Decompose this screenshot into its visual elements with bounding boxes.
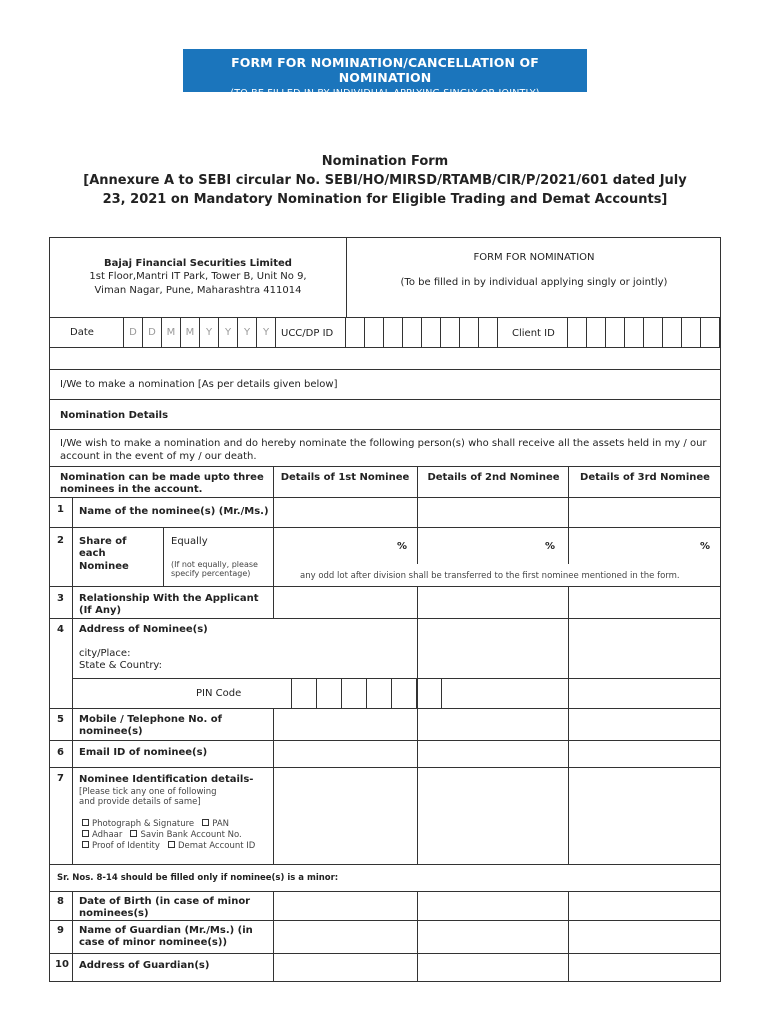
odd-lot-note: any odd lot after division shall be transferred to the first nominee mentioned in the form.: [300, 571, 680, 581]
row-number: 2: [57, 535, 64, 546]
share-label-3: Nominee: [79, 561, 129, 572]
char-box[interactable]: [416, 678, 442, 709]
state-country-label: State & Country:: [79, 660, 162, 671]
divider: [273, 891, 274, 982]
share-label-1: Share of: [79, 536, 127, 547]
company-address-2: Viman Nagar, Pune, Maharashtra 411014: [94, 285, 302, 296]
char-box[interactable]: [700, 317, 720, 348]
ucc-dp-id-label: UCC/DP ID: [281, 328, 334, 339]
heading-line-1: Nomination Form: [321, 154, 449, 169]
dob-label-2: nominees(s): [79, 908, 149, 919]
option-pan: PAN: [212, 819, 230, 829]
nominee-1-name-input[interactable]: [274, 498, 417, 527]
divider: [49, 527, 721, 528]
checkbox-demat[interactable]: [168, 841, 175, 848]
identification-hint-1: [Please tick any one of following: [79, 787, 217, 797]
divider: [273, 586, 274, 618]
checkbox-proof[interactable]: [82, 841, 89, 848]
company-address-1: 1st Floor,Mantri IT Park, Tower B, Unit No 9,: [89, 271, 307, 282]
char-box[interactable]: [643, 317, 663, 348]
char-box[interactable]: [383, 317, 403, 348]
char-box[interactable]: [681, 317, 701, 348]
char-box[interactable]: [421, 317, 441, 348]
intro-text: I/We to make a nomination [As per details given below]: [60, 379, 338, 390]
divider: [72, 891, 73, 982]
nominee-limit-1: Nomination can be made upto three: [60, 472, 264, 483]
divider: [49, 399, 721, 400]
divider: [273, 740, 274, 767]
char-box[interactable]: D: [142, 317, 162, 348]
char-box[interactable]: [605, 317, 625, 348]
nominee-2-percent[interactable]: %: [545, 541, 556, 552]
id-options-line-3: [82, 841, 255, 851]
id-options-line-2: [82, 830, 242, 840]
option-savin-bank: Savin Bank Account No.: [140, 830, 242, 840]
divider: [49, 466, 721, 467]
char-box[interactable]: [459, 317, 479, 348]
char-box[interactable]: [316, 678, 342, 709]
relationship-label-2: (If Any): [79, 605, 122, 616]
nominee-1-header: Details of 1st Nominee: [280, 472, 410, 483]
guardian-address-label: Address of Guardian(s): [79, 960, 210, 971]
nominee-2-name-input[interactable]: [418, 498, 568, 527]
char-box[interactable]: [366, 678, 392, 709]
heading-line-3: 23, 2021 on Mandatory Nomination for Eligible Trading and Demat Accounts]: [102, 192, 668, 207]
form-heading: [60, 152, 710, 209]
share-note-1: (If not equally, please: [171, 560, 258, 569]
char-box[interactable]: D: [123, 317, 143, 348]
divider: [568, 891, 569, 982]
nominee-3-percent[interactable]: %: [700, 541, 711, 552]
divider: [417, 891, 418, 982]
divider: [49, 891, 721, 892]
share-note-2: specify percentage): [171, 569, 251, 578]
row-number: 8: [57, 896, 64, 907]
option-photo-signature: Photograph & Signature: [92, 819, 195, 829]
row-number: 3: [57, 593, 64, 604]
mobile-label-2: nominee(s): [79, 726, 143, 737]
char-box[interactable]: [586, 317, 606, 348]
divider: [273, 767, 274, 864]
pin-code-label: PIN Code: [196, 688, 242, 699]
client-id-label: Client ID: [512, 328, 555, 339]
char-box[interactable]: M: [180, 317, 200, 348]
nominee-3-header: Details of 3rd Nominee: [580, 472, 710, 483]
nominee-limit-2: nominees in the account.: [60, 484, 203, 495]
nominee-address-label: Address of Nominee(s): [79, 624, 208, 635]
dob-label-1: Date of Birth (in case of minor: [79, 896, 251, 907]
nominee-name-label: Name of the nominee(s) (Mr./Ms.): [79, 506, 269, 517]
row-number: 1: [57, 504, 64, 515]
char-box[interactable]: [440, 317, 460, 348]
identification-hint-2: and provide details of same]: [79, 797, 201, 807]
row-number: 6: [57, 747, 64, 758]
char-box[interactable]: [345, 317, 365, 348]
mobile-label-1: Mobile / Telephone No. of: [79, 714, 222, 725]
divider: [568, 586, 569, 864]
form-banner: [183, 49, 587, 99]
char-box[interactable]: [402, 317, 422, 348]
divider: [49, 618, 721, 619]
share-label-2: each: [79, 548, 106, 559]
nomination-text-2: account in the event of my / our death.: [60, 451, 257, 462]
id-options-line-1: [82, 819, 229, 829]
char-box[interactable]: [662, 317, 682, 348]
divider: [49, 920, 721, 921]
row-number: 4: [57, 624, 64, 635]
row-number: 5: [57, 714, 64, 725]
char-box[interactable]: [364, 317, 384, 348]
share-equally-label: Equally: [171, 536, 208, 547]
divider: [49, 740, 721, 741]
relationship-label-1: Relationship With the Applicant: [79, 593, 259, 604]
divider: [49, 586, 721, 587]
divider: [417, 586, 418, 864]
banner-title: FORM FOR NOMINATION/CANCELLATION OF NOMINATION: [231, 55, 539, 85]
banner-subtitle: (TO BE FILLED IN BY INDIVIDUAL APPLYING SINGLY OR JOINTLY): [230, 88, 540, 99]
char-box[interactable]: [624, 317, 644, 348]
company-name: Bajaj Financial Securities Limited: [104, 258, 292, 269]
divider: [49, 708, 721, 709]
row-number: 7: [57, 773, 64, 784]
divider: [49, 429, 721, 430]
option-adhaar: Adhaar: [92, 830, 123, 840]
char-box[interactable]: [291, 678, 317, 709]
divider: [49, 767, 721, 768]
checkbox-savin[interactable]: [130, 830, 137, 837]
option-demat-id: Demat Account ID: [177, 841, 256, 851]
char-box[interactable]: [567, 317, 587, 348]
checkbox-photo[interactable]: [82, 819, 89, 826]
char-box[interactable]: [478, 317, 498, 348]
email-label: Email ID of nominee(s): [79, 747, 208, 758]
nomination-text-1: I/We wish to make a nomination and do hereby nominate the following person(s) who shall receive all the assets held in my / our: [60, 438, 707, 449]
nominee-2-header: Details of 2nd Nominee: [427, 472, 560, 483]
guardian-name-label-1: Name of Guardian (Mr./Ms.) (in: [79, 925, 253, 936]
nominee-3-name-input[interactable]: [569, 498, 721, 527]
divider: [49, 953, 721, 954]
divider: [163, 527, 164, 586]
heading-line-2: [Annexure A to SEBI circular No. SEBI/HO/MIRSD/RTAMB/CIR/P/2021/601 dated July: [83, 173, 687, 188]
nominee-1-percent[interactable]: %: [397, 541, 408, 552]
nomination-details-title: Nomination Details: [60, 410, 169, 421]
char-box[interactable]: [341, 678, 367, 709]
checkbox-adhaar[interactable]: [82, 830, 89, 837]
divider: [273, 708, 274, 740]
char-box[interactable]: Y: [199, 317, 219, 348]
row-number: 9: [57, 925, 64, 936]
guardian-name-label-2: case of minor nominee(s)): [79, 937, 228, 948]
identification-label: Nominee Identification details-: [79, 774, 254, 785]
checkbox-pan[interactable]: [202, 819, 209, 826]
minor-note: Sr. Nos. 8-14 should be filled only if nominee(s) is a minor:: [57, 873, 339, 883]
char-box[interactable]: Y: [256, 317, 276, 348]
city-label: city/Place:: [79, 648, 131, 659]
char-box[interactable]: Y: [218, 317, 238, 348]
form-for-subtitle: (To be filled in by individual applying singly or jointly): [400, 277, 668, 288]
char-box[interactable]: [391, 678, 417, 709]
divider: [49, 369, 721, 370]
char-box[interactable]: Y: [237, 317, 257, 348]
form-for-title: FORM FOR NOMINATION: [473, 252, 595, 263]
date-label: Date: [70, 327, 94, 338]
row-number: 10: [55, 959, 69, 970]
char-box[interactable]: M: [161, 317, 181, 348]
option-proof-identity: Proof of Identity: [92, 841, 160, 851]
